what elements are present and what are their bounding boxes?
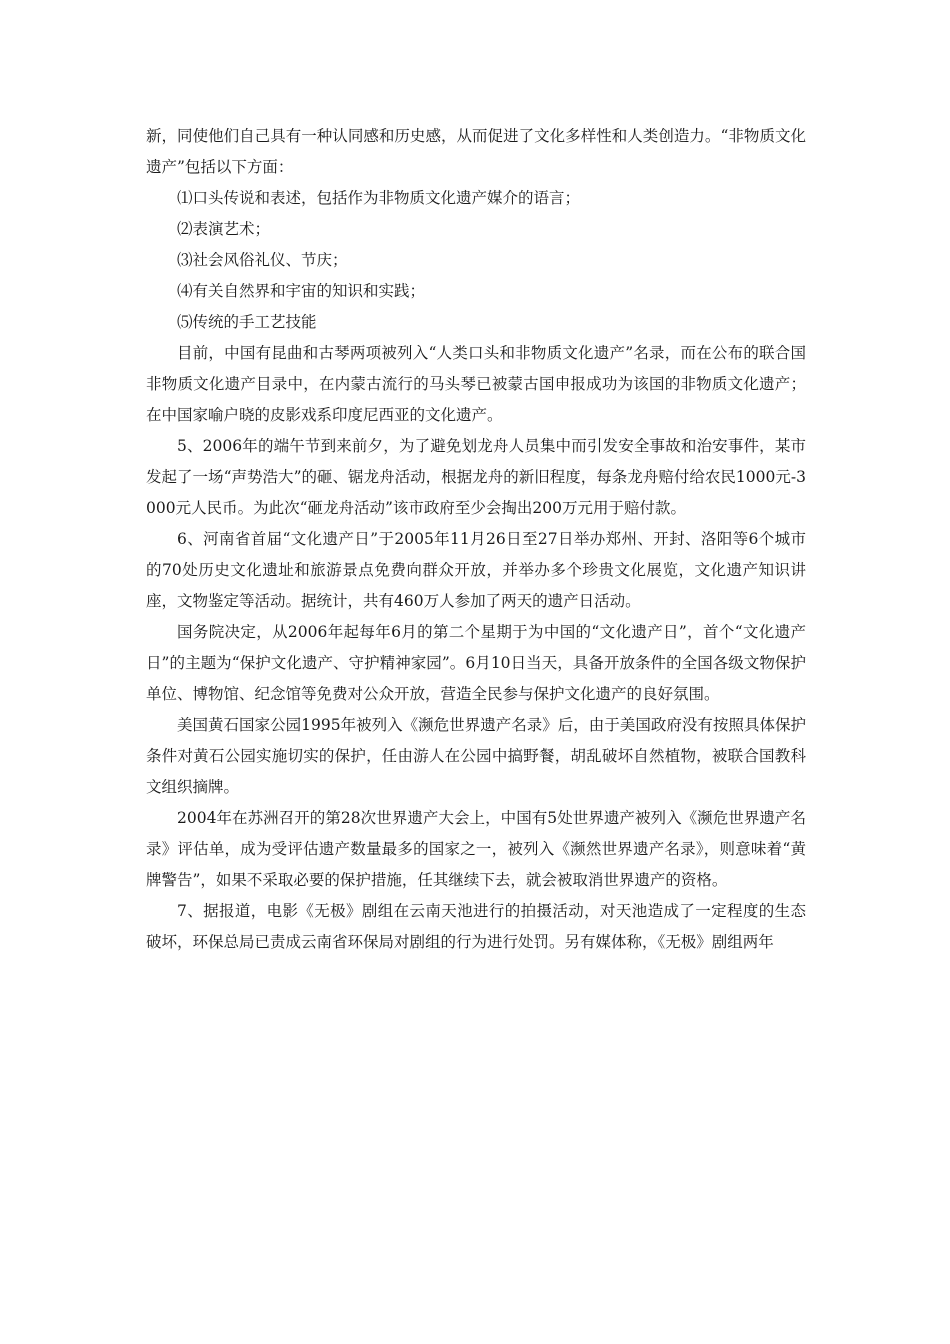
list-item: ⑷有关自然界和宇宙的知识和实践； bbox=[177, 282, 426, 300]
list-item: ⑶社会风俗礼仪、节庆； bbox=[177, 251, 348, 269]
list-item: ⑵表演艺术； bbox=[177, 220, 271, 238]
paragraph-dragon-boat: 5、2006年的端午节到来前夕，为了避免划龙舟人员集中而引发安全事故和治安事件，某市发起了一场“声势浩大”的砸、锯龙舟活动，根据龙舟的新旧程度，每条龙舟赔付给农民1000元-3000元人民币。为此次“砸龙舟活动”该市政府至少会掏出200万元用于赔付款。 bbox=[146, 437, 806, 517]
paragraph-intangible-heritage: 目前，中国有昆曲和古琴两项被列入“人类口头和非物质文化遗产”名录，而在公布的联合国非物质文化遗产目录中，在内蒙古流行的马头琴已被蒙古国申报成功为该国的非物质文化遗产；在中国家喻户晓的皮影戏系印度尼西亚的文化遗产。 bbox=[146, 344, 806, 424]
paragraph-suzhou-conference: 2004年在苏洲召开的第28次世界遗产大会上，中国有5处世界遗产被列入《濒危世界遗产名录》评估单，成为受评估遗产数量最多的国家之一，被列入《濒然世界遗产名录》，则意味着“黄牌警告”，如果不采取必要的保护措施，任其继续下去，就会被取消世界遗产的资格。 bbox=[146, 809, 806, 889]
paragraph-wuji-film: 7、据报道，电影《无极》剧组在云南天池进行的拍摄活动，对天池造成了一定程度的生态破坏，环保总局已责成云南省环保局对剧组的行为进行处罚。另有媒体称，《无极》剧组两年 bbox=[146, 902, 806, 951]
document-body bbox=[146, 121, 806, 958]
intro-paragraph: 新，同使他们自己具有一种认同感和历史感，从而促进了文化多样性和人类创造力。“非物质文化遗产”包括以下方面： bbox=[146, 127, 806, 176]
list-item: ⑴口头传说和表述，包括作为非物质文化遗产媒介的语言； bbox=[177, 189, 581, 207]
paragraph-yellowstone: 美国黄石国家公园1995年被列入《濒危世界遗产名录》后，由于美国政府没有按照具体保护条件对黄石公园实施切实的保护，任由游人在公园中搞野餐，胡乱破坏自然植物，被联合国教科文组织摘牌。 bbox=[146, 716, 806, 796]
list-item: ⑸传统的手工艺技能 bbox=[177, 313, 317, 331]
paragraph-state-council: 国务院决定，从2006年起每年6月的第二个星期于为中国的“文化遗产日”，首个“文化遗产日”的主题为“保护文化遗产、守护精神家园”。6月10日当天，具备开放条件的全国各级文物保护单位、博物馆、纪念馆等免费对公众开放，营造全民参与保护文化遗产的良好氛围。 bbox=[146, 623, 806, 703]
paragraph-henan-heritage-day: 6、河南省首届“文化遗产日”于2005年11月26日至27日举办郑州、开封、洛阳等6个城市的70处历史文化遗址和旅游景点免费向群众开放，并举办多个珍贵文化展览，文化遗产知识讲座，文物鉴定等活动。据统计，共有460万人参加了两天的遗产日活动。 bbox=[146, 530, 806, 610]
